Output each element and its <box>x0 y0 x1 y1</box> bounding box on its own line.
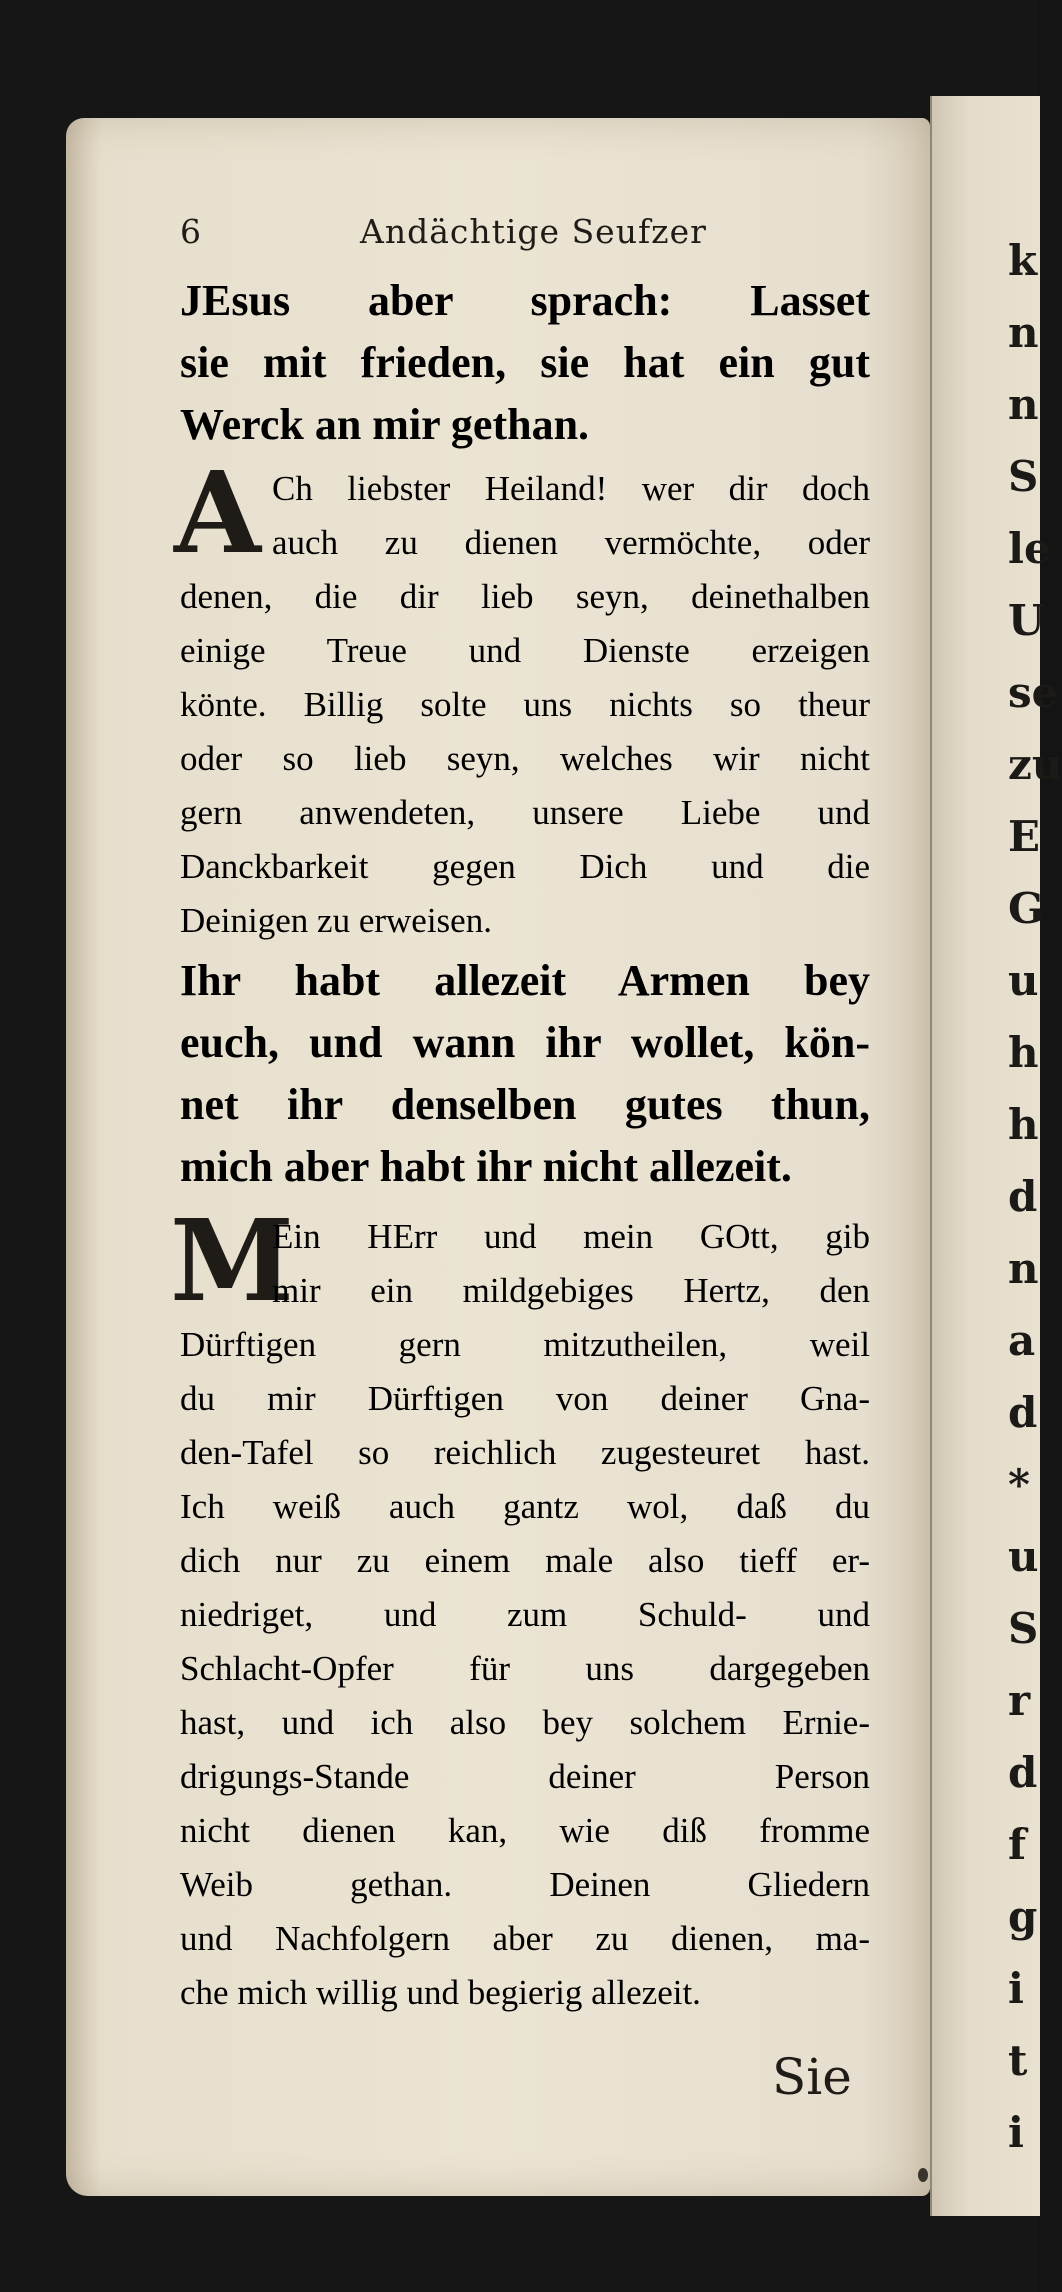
page-header <box>180 212 880 264</box>
prayer-line: und Nachfolgern aber zu dienen, ma- <box>180 1919 870 1958</box>
facing-page-fragment: E <box>1008 812 1041 861</box>
prayer-line: Danckbarkeit gegen Dich und die <box>180 847 870 886</box>
verse-line: sie mit frieden, sie hat ein gut <box>180 338 870 387</box>
verse-line: net ihr denselben gutes thun, <box>180 1080 870 1129</box>
facing-page-fragment: k <box>1008 236 1038 285</box>
prayer-line: könte. Billig solte uns nichts so theur <box>180 685 870 724</box>
catchword: Sie <box>772 2048 852 2106</box>
facing-page-fragment: d <box>1008 1172 1038 1221</box>
facing-page-fragment: n <box>1008 308 1039 357</box>
facing-page-fragment: se <box>1008 668 1059 717</box>
prayer-line: Weib gethan. Deinen Gliedern <box>180 1865 870 1904</box>
facing-page-fragment: S <box>1008 452 1039 501</box>
facing-page-fragment: r <box>1008 1676 1031 1725</box>
prayer-line: hast, und ich also bey solchem Ernie- <box>180 1703 870 1742</box>
facing-page-fragment: zu <box>1008 740 1062 789</box>
prayer-line: Dürftigen gern mitzutheilen, weil <box>180 1325 870 1364</box>
facing-page-fragment: d <box>1008 1748 1038 1797</box>
facing-page-fragment: d <box>1008 1388 1038 1437</box>
prayer-line: Schlacht-Opfer für uns dargegeben <box>180 1649 870 1688</box>
facing-page-fragment: g <box>1008 1892 1038 1941</box>
verse-line: JEsus aber sprach: Lasset <box>180 276 870 325</box>
verse-2 <box>180 950 870 1198</box>
prayer-line: drigungs-Stande deiner Person <box>180 1757 870 1796</box>
facing-page-fragment: h <box>1008 1028 1039 1077</box>
facing-page-fragment: n <box>1008 1244 1039 1293</box>
facing-page-fragment: U <box>1008 596 1045 645</box>
facing-page-edge <box>930 96 1062 2216</box>
running-head: Andächtige Seufzer <box>360 212 707 251</box>
prayer-line: Ich weiß auch gantz wol, daß du <box>180 1487 870 1526</box>
drop-capital: A <box>174 448 261 579</box>
page-number: 6 <box>180 212 201 251</box>
verse-1 <box>180 270 870 456</box>
facing-page-fragment: t <box>1008 2036 1028 2085</box>
verse-line: mich aber habt ihr nicht allezeit. <box>180 1142 792 1191</box>
facing-page-fragment: a <box>1008 1316 1036 1365</box>
prayer-line: einige Treue und Dienste erzeigen <box>180 631 870 670</box>
facing-page-fragment: u <box>1008 956 1039 1005</box>
prayer-line: nicht dienen kan, wie diß fromme <box>180 1811 870 1850</box>
prayer-2 <box>180 1210 870 2020</box>
verse-line: euch, und wann ihr wollet, kön- <box>180 1018 870 1067</box>
prayer-line: du mir Dürftigen von deiner Gna- <box>180 1379 870 1418</box>
facing-page-fragment: f <box>1008 1820 1027 1869</box>
facing-page-fragment: le <box>1008 524 1051 573</box>
verse-line: Werck an mir gethan. <box>180 400 590 449</box>
prayer-line: Ch liebster Heiland! wer dir doch <box>272 469 870 508</box>
ink-speck <box>918 2168 928 2182</box>
prayer-line: niedriget, und zum Schuld- und <box>180 1595 870 1634</box>
prayer-line: che mich willig und begierig allezeit. <box>180 1973 701 2012</box>
facing-page-fragment: S <box>1008 1604 1039 1653</box>
facing-page-fragment: n <box>1008 380 1039 429</box>
facing-page-fragment: * <box>1008 1460 1030 1509</box>
facing-page-fragment: u <box>1008 1532 1039 1581</box>
prayer-line: mir ein mildgebiges Hertz, den <box>272 1271 870 1310</box>
facing-page-fragment: G <box>1008 884 1044 933</box>
prayer-line: dich nur zu einem male also tieff er- <box>180 1541 870 1580</box>
prayer-line: oder so lieb seyn, welches wir nicht <box>180 739 870 778</box>
prayer-line: Deinigen zu erweisen. <box>180 901 492 940</box>
prayer-line: auch zu dienen vermöchte, oder <box>272 523 870 562</box>
prayer-line: den-Tafel so reichlich zugesteuret hast. <box>180 1433 870 1472</box>
prayer-line: Ein HErr und mein GOtt, gib <box>272 1217 870 1256</box>
facing-page-fragment: h <box>1008 1100 1039 1149</box>
prayer-line: denen, die dir lieb seyn, deinethalben <box>180 577 870 616</box>
facing-page-fragment: i <box>1008 1964 1024 2013</box>
facing-page-fragment: i <box>1008 2108 1024 2157</box>
drop-capital: M <box>170 1196 294 1327</box>
prayer-line: gern anwendeten, unsere Liebe und <box>180 793 870 832</box>
verse-line: Ihr habt allezeit Armen bey <box>180 956 870 1005</box>
prayer-1 <box>180 462 870 948</box>
